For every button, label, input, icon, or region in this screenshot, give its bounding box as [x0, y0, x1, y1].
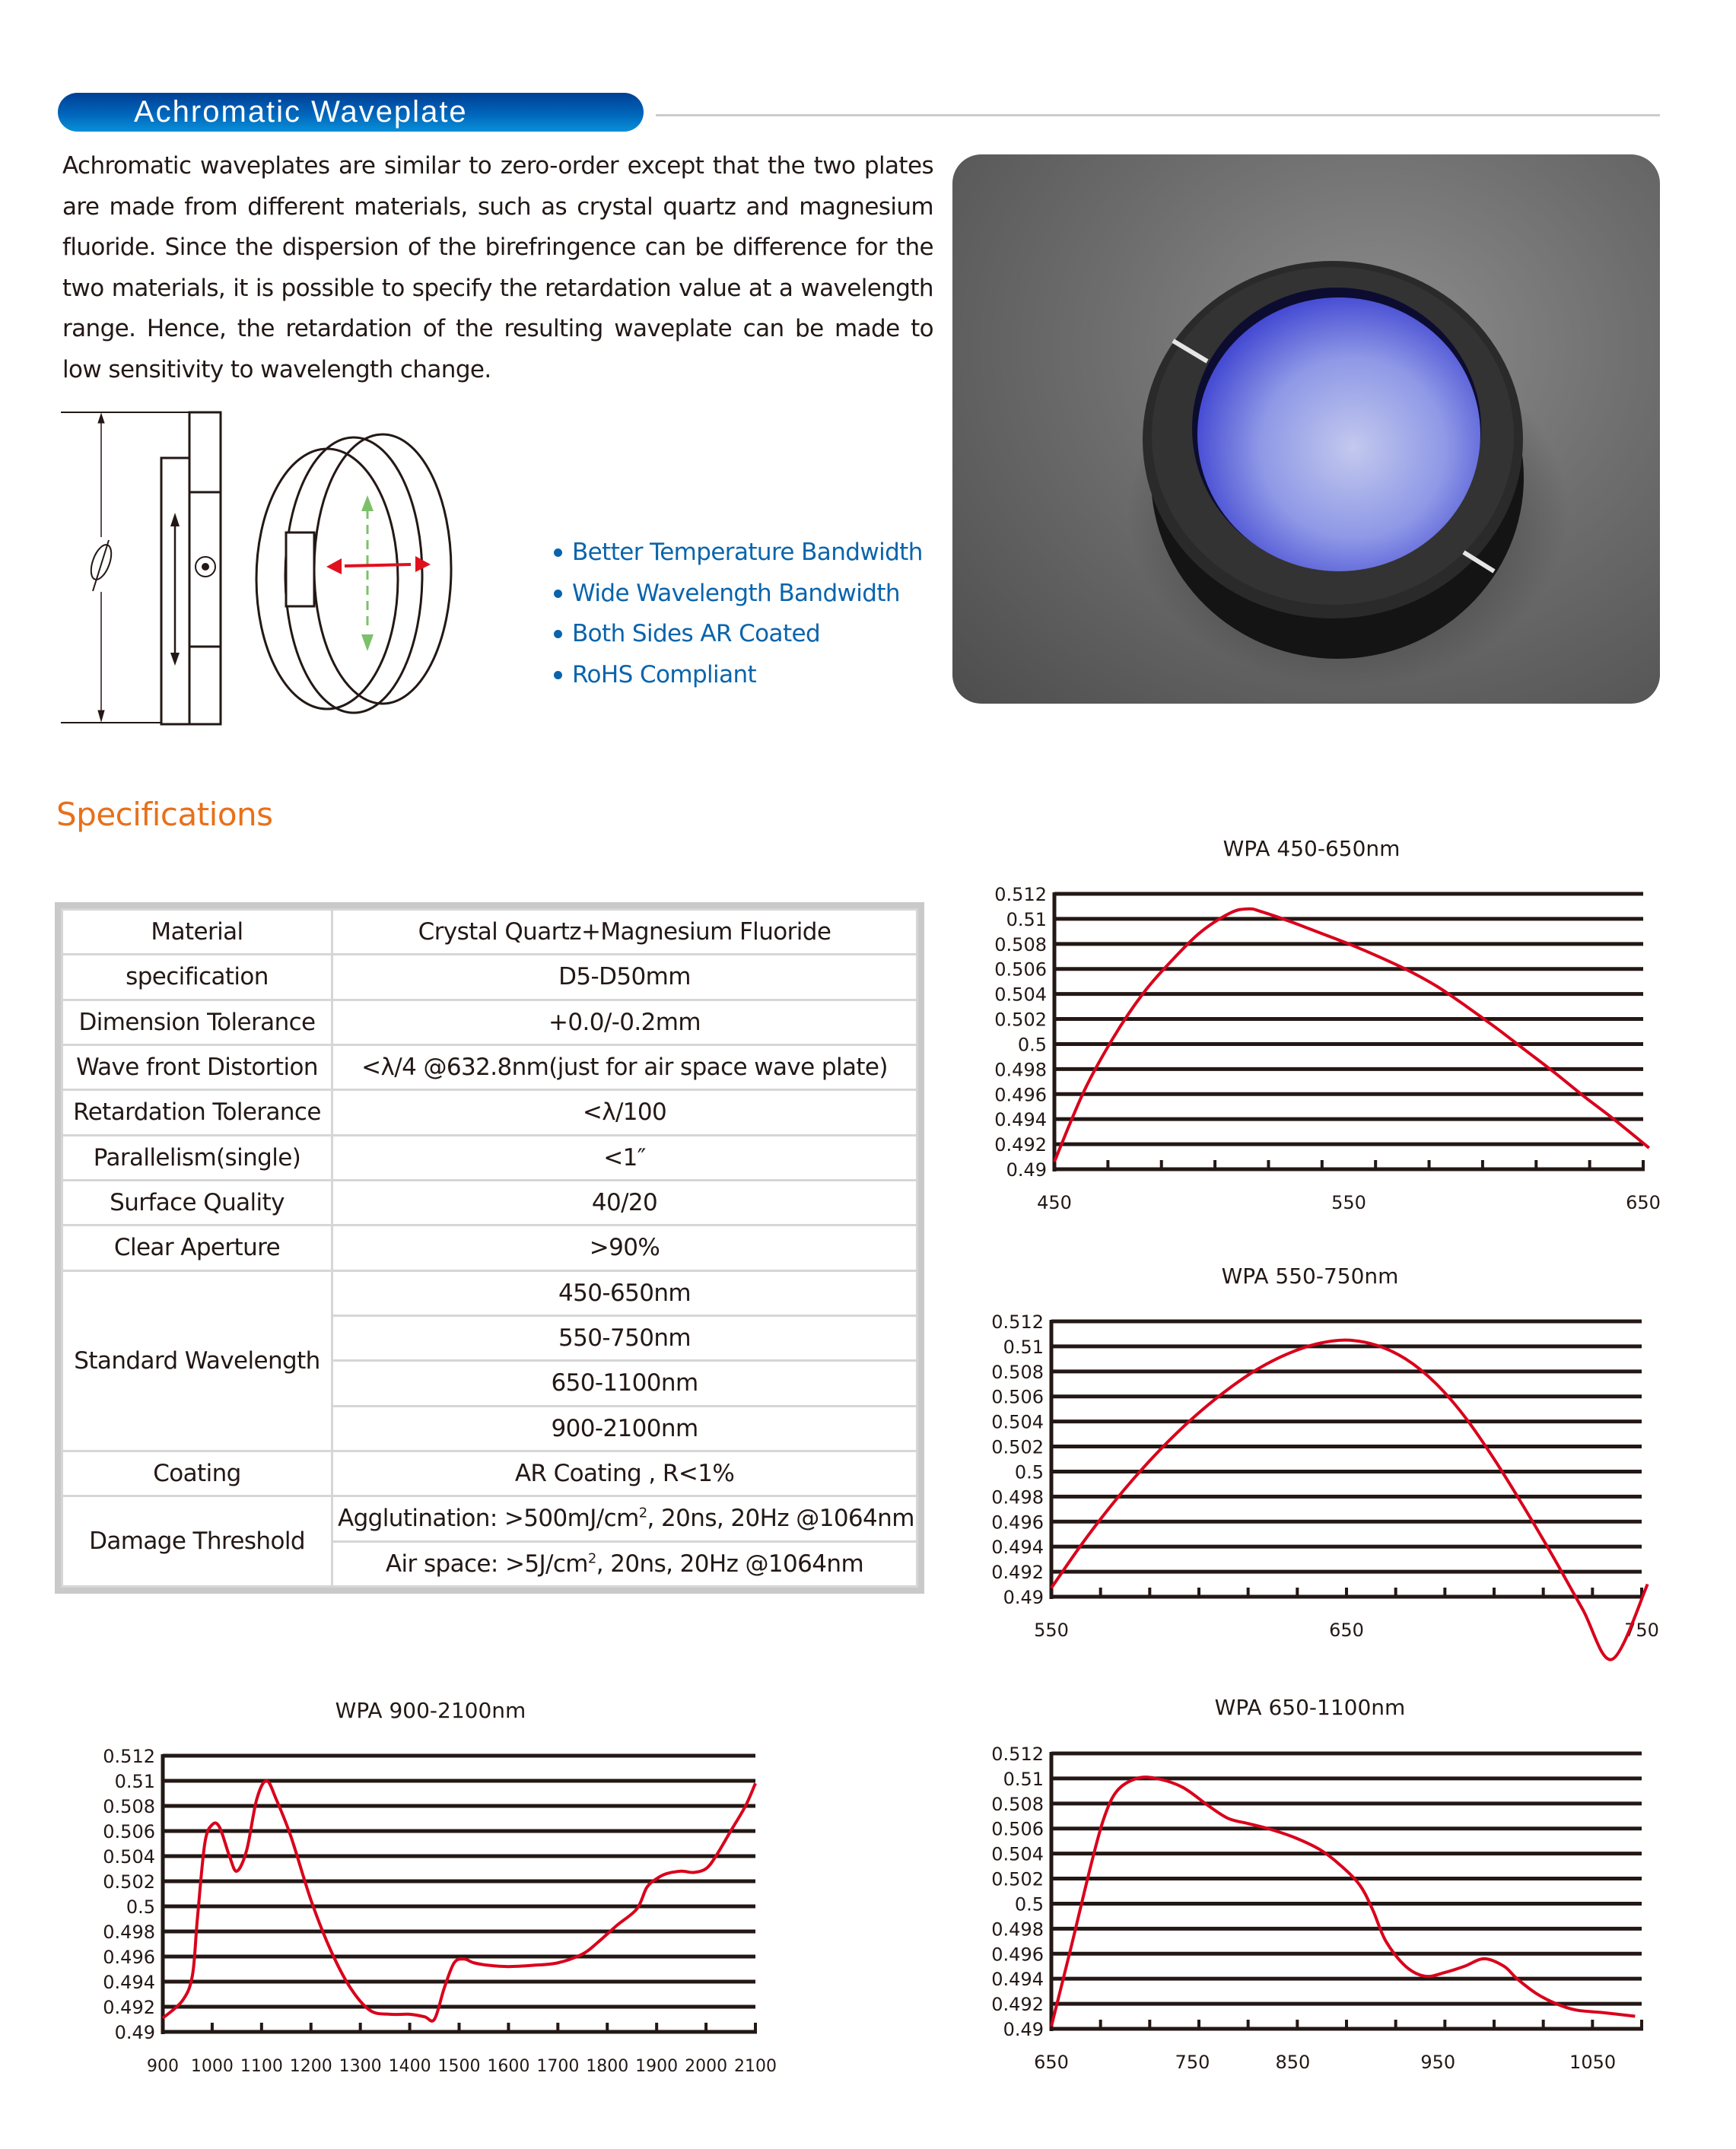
x-tick-label: 1050 [1569, 2052, 1617, 2073]
y-tick-label: 0.508 [991, 1793, 1044, 1815]
intro-paragraph: Achromatic waveplates are similar to zero-order except that the two plates are made from different materials, such as crystal quartz and magnesium fluoride. Since the dispersion of the birefringence can be difference for the two materials, it is possible to specify the retardation value at a wavelength range. Hence, the retardation of the resulting waveplate can be made to low sensitivity to wavelength change. [62, 152, 933, 383]
spec-key: Clear Aperture [62, 1226, 332, 1270]
spec-value: <λ/100 [332, 1090, 917, 1135]
x-tick-label: 450 [1037, 1192, 1072, 1213]
x-tick-label: 1700 [536, 2057, 580, 2076]
y-tick-label: 0.5 [1014, 1461, 1044, 1483]
x-tick-label: 2100 [734, 2057, 777, 2076]
y-tick-label: 0.498 [103, 1922, 155, 1943]
y-tick-label: 0.496 [103, 1947, 155, 1968]
spec-key: Material [62, 910, 332, 955]
section-title: Achromatic Waveplate [134, 95, 468, 129]
x-tick-label: 1600 [487, 2057, 530, 2076]
y-tick-label: 0.494 [103, 1972, 155, 1993]
y-tick-label: 0.494 [991, 1969, 1044, 1991]
x-tick-label: 650 [1626, 1192, 1661, 1213]
x-tick-label: 1500 [437, 2057, 481, 2076]
spec-value: <λ/4 @632.8nm(just for air space wave plate) [332, 1044, 917, 1089]
y-tick-label: 0.506 [991, 1818, 1044, 1840]
x-tick-label: 1400 [388, 2057, 431, 2076]
y-tick-label: 0.492 [103, 1997, 155, 2018]
spec-key: Wave front Distortion [62, 1044, 332, 1089]
spec-value: Air space: $>5J/cm^2$, 20ns, 20Hz @1064nm [332, 1541, 917, 1586]
x-tick-label: 650 [1329, 1620, 1364, 1641]
y-tick-label: 0.502 [994, 1009, 1047, 1031]
y-tick-label: 0.494 [994, 1109, 1047, 1131]
y-tick-label: 0.506 [103, 1821, 155, 1842]
y-tick-label: 0.492 [994, 1134, 1047, 1156]
y-tick-label: 0.494 [991, 1537, 1044, 1559]
y-tick-label: 0.496 [994, 1084, 1047, 1106]
y-tick-label: 0.5 [1017, 1034, 1047, 1056]
y-tick-label: 0.498 [994, 1059, 1047, 1081]
y-tick-label: 0.51 [1006, 908, 1047, 930]
y-tick-label: 0.508 [103, 1796, 155, 1817]
spec-value: 900-2100nm [332, 1406, 917, 1451]
y-tick-label: 0.496 [991, 1944, 1044, 1966]
y-tick-label: 0.49 [1003, 2019, 1044, 2040]
y-tick-label: 0.504 [991, 1411, 1044, 1433]
x-tick-label: 1300 [339, 2057, 382, 2076]
x-tick-label: 750 [1624, 1620, 1659, 1641]
x-tick-label: 650 [1034, 2052, 1069, 2073]
x-tick-label: 1200 [289, 2057, 332, 2076]
y-tick-label: 0.49 [1003, 1587, 1044, 1608]
spec-value: 450-650nm [332, 1270, 917, 1315]
spec-value: 40/20 [332, 1180, 917, 1225]
spec-value: <1″ [332, 1135, 917, 1180]
spec-value: Agglutination: $>500mJ/cm^2$, 20ns, 20Hz @1064nm [332, 1496, 917, 1541]
y-tick-label: 0.492 [991, 1562, 1044, 1584]
chart-title: WPA 550-750nm [1221, 1264, 1399, 1289]
y-tick-label: 0.496 [991, 1512, 1044, 1534]
x-tick-label: 1900 [635, 2057, 679, 2076]
spec-key: Coating [62, 1451, 332, 1496]
y-tick-label: 0.49 [1006, 1159, 1047, 1181]
y-tick-label: 0.502 [991, 1436, 1044, 1458]
x-tick-label: 1800 [586, 2057, 629, 2076]
spec-value: D5-D50mm [332, 955, 917, 1000]
y-tick-label: 0.51 [1003, 1336, 1044, 1358]
spec-key: Surface Quality [62, 1180, 332, 1225]
spec-value: AR Coating , R<1% [332, 1451, 917, 1496]
x-tick-label: 1100 [240, 2057, 283, 2076]
chart-title: WPA 650-1100nm [1214, 1695, 1406, 1720]
feature-item: Wide Wavelength Bandwidth [554, 574, 923, 615]
spec-key: Damage Threshold [62, 1496, 332, 1587]
y-tick-label: 0.502 [991, 1868, 1044, 1890]
spec-key: Dimension Tolerance [62, 1000, 332, 1044]
data-series-line [1051, 1777, 1635, 2027]
y-tick-label: 0.492 [991, 1994, 1044, 2016]
x-tick-label: 2000 [685, 2057, 728, 2076]
y-tick-label: 0.504 [991, 1843, 1044, 1865]
y-tick-label: 0.512 [991, 1744, 1044, 1765]
spec-key: Standard Wavelength [62, 1270, 332, 1451]
spec-value: >90% [332, 1226, 917, 1270]
x-tick-label: 550 [1034, 1620, 1069, 1641]
y-tick-label: 0.5 [1014, 1893, 1044, 1915]
y-tick-label: 0.512 [994, 884, 1047, 905]
spec-value: +0.0/-0.2mm [332, 1000, 917, 1044]
spec-key: Retardation Tolerance [62, 1090, 332, 1135]
spec-key: Parallelism(single) [62, 1135, 332, 1180]
y-tick-label: 0.506 [994, 958, 1047, 981]
feature-item: RoHS Compliant [554, 655, 923, 696]
y-tick-label: 0.498 [991, 1486, 1044, 1508]
y-tick-label: 0.51 [114, 1771, 155, 1792]
spec-key: specification [62, 955, 332, 1000]
x-tick-label: 550 [1331, 1192, 1366, 1213]
y-tick-label: 0.508 [991, 1361, 1044, 1383]
x-tick-label: 850 [1275, 2052, 1311, 2073]
y-tick-label: 0.49 [114, 2022, 155, 2043]
y-tick-label: 0.504 [103, 1846, 155, 1868]
spec-value: 550-750nm [332, 1315, 917, 1360]
y-tick-label: 0.512 [103, 1746, 155, 1767]
x-tick-label: 950 [1420, 2052, 1456, 2073]
spec-value: Crystal Quartz+Magnesium Fluoride [332, 910, 917, 955]
spec-value: 650-1100nm [332, 1361, 917, 1406]
x-tick-label: 900 [147, 2057, 179, 2076]
y-tick-label: 0.5 [126, 1896, 155, 1918]
feature-item: Better Temperature Bandwidth [554, 532, 923, 574]
x-tick-label: 750 [1175, 2052, 1210, 2073]
x-tick-label: 1000 [190, 2057, 234, 2076]
y-tick-label: 0.498 [991, 1919, 1044, 1941]
y-tick-label: 0.506 [991, 1386, 1044, 1408]
chart-title: WPA 450-650nm [1223, 836, 1401, 861]
chart-title: WPA 900-2100nm [335, 1698, 526, 1723]
y-tick-label: 0.51 [1003, 1768, 1044, 1790]
specifications-heading: Specifications [56, 796, 273, 833]
y-tick-label: 0.502 [103, 1871, 155, 1893]
y-tick-label: 0.508 [994, 933, 1047, 955]
feature-item: Both Sides AR Coated [554, 614, 923, 655]
y-tick-label: 0.512 [991, 1311, 1044, 1333]
y-tick-label: 0.504 [994, 984, 1047, 1006]
